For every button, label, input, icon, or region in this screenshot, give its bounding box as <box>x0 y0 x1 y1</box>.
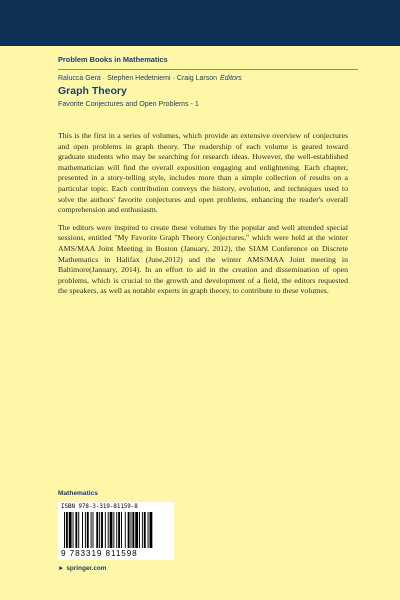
cover-top-band <box>0 0 400 46</box>
isbn-number: ISBN 978-3-319-81159-8 <box>61 504 138 510</box>
barcode-bar <box>73 512 74 548</box>
barcode-bar <box>121 512 122 548</box>
barcode-bar <box>105 512 106 548</box>
barcode-bar <box>148 512 149 548</box>
barcode-bar <box>75 512 77 548</box>
description-paragraph: This is the first in a series of volumes, which provide an extensive overview of conjectures and open problems in graph theory. The readership of each volume is geared toward graduate students who may be searching for research ideas. However, the well-established mathematician will find the overall exposition engaging and enlightening. Each chapter, presented in a story-telling style, includes more than a simple collection of results on a particular topic. Each contribution conveys the history, evolution, and techniques used to solve the authors' favorite conjectures and open problems, enhancing the reader's overall comprehension and enthusiasm. <box>58 131 348 215</box>
barcode-bar <box>118 512 120 548</box>
isbn-barcode <box>58 502 174 560</box>
barcode-bar <box>64 512 65 548</box>
barcode-bar <box>110 512 113 548</box>
barcode-bar <box>91 512 92 548</box>
publisher-link[interactable] <box>58 565 106 572</box>
barcode-bar <box>132 512 134 548</box>
book-title: Graph Theory <box>58 85 127 97</box>
editor-separator: · <box>102 75 106 82</box>
barcode-bar <box>131 512 132 548</box>
series-divider <box>58 69 358 70</box>
barcode-bar <box>150 512 153 548</box>
barcode-bar <box>66 512 68 548</box>
barcode-bar <box>96 512 98 548</box>
back-cover-description <box>58 131 348 304</box>
barcode-bars <box>58 512 174 548</box>
subject-category: Mathematics <box>58 490 98 497</box>
series-title: Problem Books in Mathematics <box>58 55 168 64</box>
barcode-bar <box>108 512 109 548</box>
barcode-bar <box>69 512 72 548</box>
editors-line <box>58 75 242 82</box>
editor-name: Craig Larson <box>176 75 217 82</box>
barcode-bar <box>135 512 138 548</box>
editor-name: Ralucca Gera <box>58 75 101 82</box>
publisher-url: springer.com <box>66 565 107 572</box>
barcode-bar <box>78 512 79 548</box>
description-paragraph: The editors were inspired to create these volumes by the popular and well attended special sessions, entitled "My Favorite Graph Theory Conjectures," which were held at the winter AMS/MAA Joint Meeting in Boston (January, 2012), the SIAM Conference on Discrete Mathematics in Halifax (June,2012) and the winter AMS/MAA Joint meeting in Baltimore(January, 2014). In an effort to aid in the creation and dissemination of open problems, which is crucial to the growth and development of a field, the editors requested the speakers, as well as notable experts in graph theory, to contribute to these volumes. <box>58 222 348 296</box>
barcode-digits: 9 783319 811598 <box>61 549 138 558</box>
barcode-bar <box>82 512 83 548</box>
editors-role: Editors <box>220 75 242 82</box>
barcode-bar <box>99 512 100 548</box>
barcode-bar <box>142 512 143 548</box>
barcode-bar <box>87 512 89 548</box>
arrow-icon: ► <box>58 565 65 572</box>
barcode-bar <box>93 512 94 548</box>
editor-separator: · <box>172 75 175 82</box>
book-subtitle: Favorite Conjectures and Open Problems - 1 <box>58 100 199 108</box>
barcode-bar <box>116 512 117 548</box>
barcode-bar <box>85 512 86 548</box>
editor-name: Stephen Hedetniemi <box>107 75 171 82</box>
barcode-bar <box>144 512 146 548</box>
barcode-bar <box>125 512 126 548</box>
barcode-bar <box>139 512 140 548</box>
barcode-bar <box>101 512 103 548</box>
barcode-bar <box>128 512 130 548</box>
barcode-bar <box>113 512 114 548</box>
